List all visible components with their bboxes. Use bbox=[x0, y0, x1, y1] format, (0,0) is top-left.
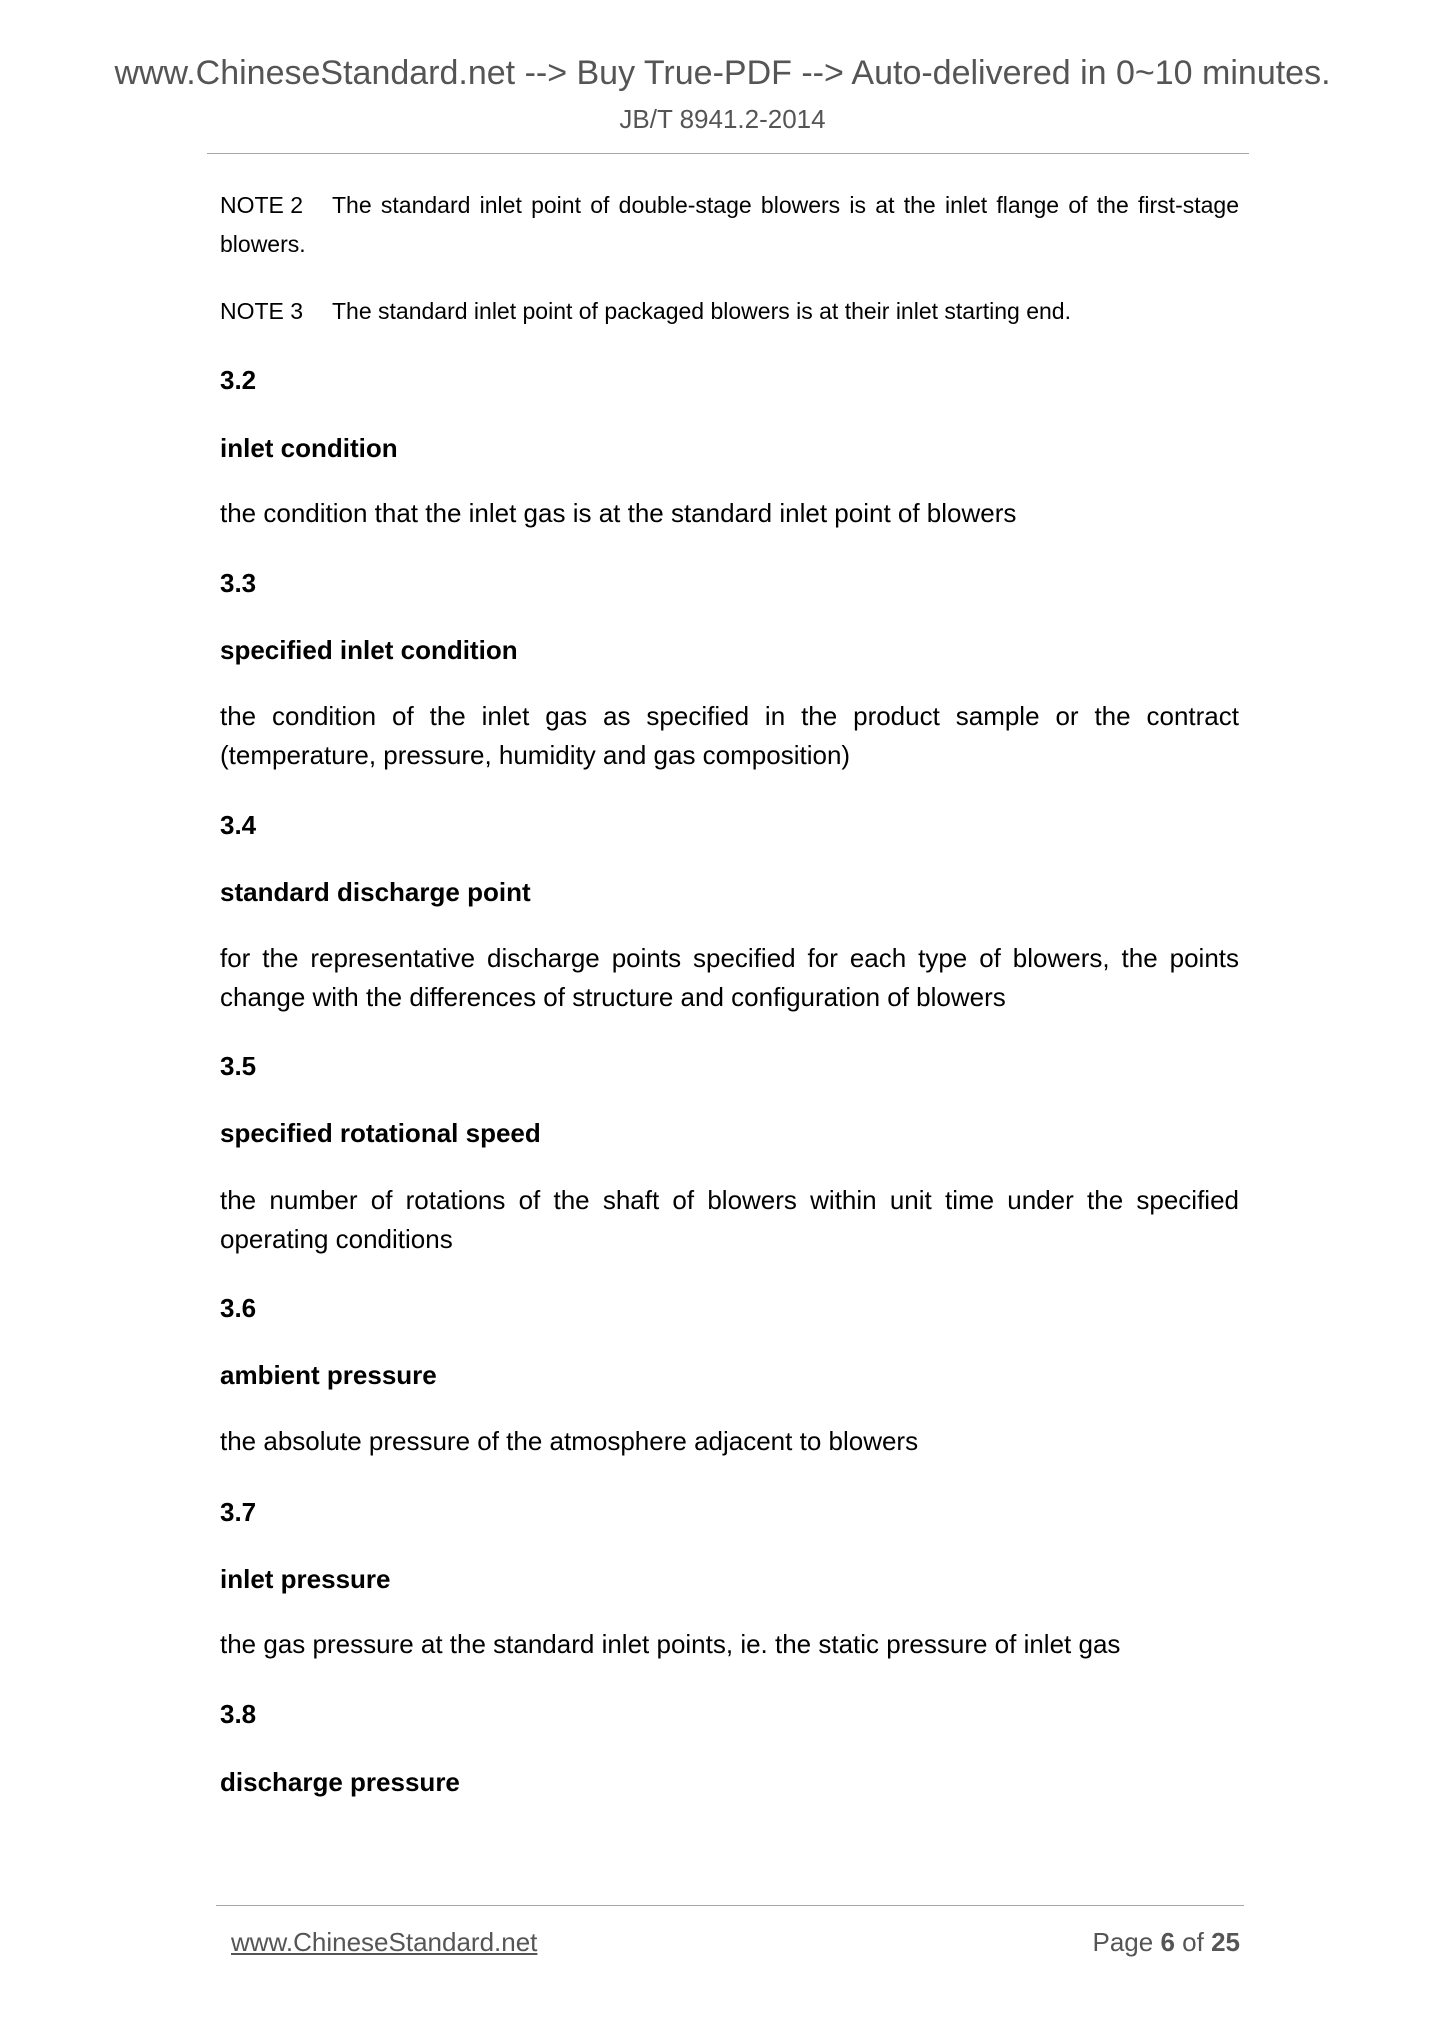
section-term: inlet condition bbox=[220, 433, 398, 463]
section-term: ambient pressure bbox=[220, 1360, 437, 1390]
section-term: standard discharge point bbox=[220, 877, 531, 907]
section-term: specified inlet condition bbox=[220, 635, 518, 665]
footer-divider bbox=[216, 1905, 1244, 1906]
section-number: 3.2 bbox=[220, 365, 257, 395]
note-label: NOTE 2 bbox=[220, 192, 304, 218]
section-term: inlet pressure bbox=[220, 1564, 391, 1594]
note-2 bbox=[220, 186, 1239, 264]
note-label: NOTE 3 bbox=[220, 298, 304, 324]
document-code: JB/T 8941.2-2014 bbox=[619, 104, 826, 134]
section-term: discharge pressure bbox=[220, 1767, 460, 1797]
note-text: The standard inlet point of packaged blowers is at their inlet starting end. bbox=[332, 298, 1071, 324]
footer-website-link[interactable]: www.ChineseStandard.net bbox=[231, 1927, 538, 1957]
section-number: 3.4 bbox=[220, 810, 257, 840]
section-definition: the absolute pressure of the atmosphere adjacent to blowers bbox=[220, 1426, 919, 1456]
top-banner: www.ChineseStandard.net --> Buy True-PDF --> Auto-delivered in 0~10 minutes. bbox=[114, 54, 1331, 92]
page-current: 6 bbox=[1160, 1927, 1175, 1957]
section-definition: the gas pressure at the standard inlet points, ie. the static pressure of inlet gas bbox=[220, 1629, 1121, 1659]
section-definition: the condition that the inlet gas is at the standard inlet point of blowers bbox=[220, 498, 1017, 528]
page-indicator bbox=[1092, 1927, 1240, 1958]
section-definition: the condition of the inlet gas as specified in the product sample or the contract (temperature, pressure, humidity and gas composition) bbox=[220, 701, 1239, 770]
section-number: 3.5 bbox=[220, 1051, 257, 1081]
section-number: 3.7 bbox=[220, 1497, 257, 1527]
section-definition: for the representative discharge points specified for each type of blowers, the points change with the differences of structure and configuration of blowers bbox=[220, 943, 1239, 1012]
page-total: 25 bbox=[1211, 1927, 1240, 1957]
note-3 bbox=[220, 292, 1239, 331]
of-word: of bbox=[1182, 1927, 1204, 1957]
section-number: 3.3 bbox=[220, 568, 257, 598]
note-text: The standard inlet point of double-stage blowers is at the inlet flange of the first-stage blowers. bbox=[220, 192, 1239, 257]
section-definition: the number of rotations of the shaft of blowers within unit time under the specified operating conditions bbox=[220, 1185, 1239, 1254]
section-term: specified rotational speed bbox=[220, 1118, 541, 1148]
section-number: 3.8 bbox=[220, 1699, 257, 1729]
page-word: Page bbox=[1092, 1927, 1154, 1957]
section-number: 3.6 bbox=[220, 1293, 257, 1323]
header-divider bbox=[207, 153, 1249, 154]
